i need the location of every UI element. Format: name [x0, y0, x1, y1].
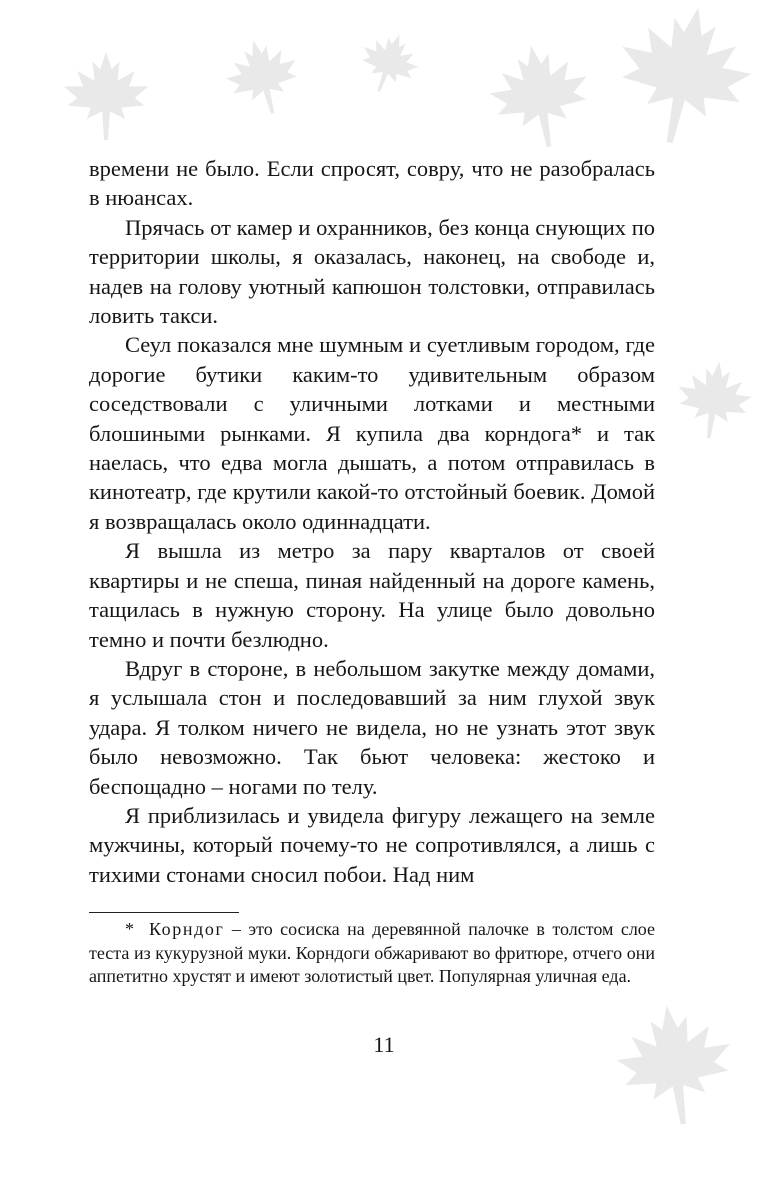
paragraph: Прячась от камер и охранников, без конца снующих по территории школы, я оказалась, наконец, на свободе и, надев на голову уютный капюшон толстовки, отправилась ловить такси.: [89, 214, 655, 329]
maple-leaf-icon: [347, 21, 432, 106]
maple-leaf-icon: [586, 0, 768, 166]
footnote: [89, 918, 655, 989]
body-text: [89, 154, 655, 889]
maple-leaf-icon: [213, 27, 313, 127]
maple-leaf-icon: [475, 31, 605, 161]
paragraph: Я приблизилась и увидела фигуру лежащего на земле мужчины, который почему-то не сопротивлялся, а лишь с тихими стонами сносил побои. Над ним: [89, 802, 655, 887]
paragraph: времени не было. Если спросят, совру, что не разобралась в нюансах.: [89, 156, 655, 211]
page-number: 11: [373, 1032, 395, 1057]
paragraph: Вдруг в стороне, в небольшом закутке между домами, я услышала стон и последовавший за ним глухой звук удара. Я толком ничего не видела, но не узнать этот звук было невозможно. Так бьют человека: жестоко и беспощадно – ногами по телу.: [89, 655, 655, 799]
maple-leaf-icon: [602, 992, 749, 1139]
paragraph: Я вышла из метро за пару кварталов от своей квартиры и не спеша, пиная найденный на дороге камень, тащилась в нужную сторону. На улице было довольно темно и почти безлюдно.: [89, 538, 655, 652]
footnote-marker: *: [125, 919, 134, 939]
footnote-term: Корндог: [148, 919, 225, 939]
paragraph: Сеул показался мне шумным и суетливым городом, где дорогие бутики каким-то удивительным образом соседствовали с уличными лотками и местными блошиными рынками. Я купила два корндога* и так наелась, что едва могла дышать, а потом отправилась в кинотеатр, где крутили какой-то отстойный боевик. Домой я возвращалась около одиннадцати.: [89, 332, 655, 534]
maple-leaf-icon: [667, 353, 762, 448]
maple-leaf-icon: [58, 48, 154, 144]
footnote-divider: [89, 912, 239, 913]
footnote-text: – это сосиска на деревянной палочке в толстом слое теста из кукурузной муки. Корндоги обжаривают во фритюре, отчего они аппетитно хрустят и имеют золотистый цвет. Популярная уличная еда.: [89, 919, 656, 986]
